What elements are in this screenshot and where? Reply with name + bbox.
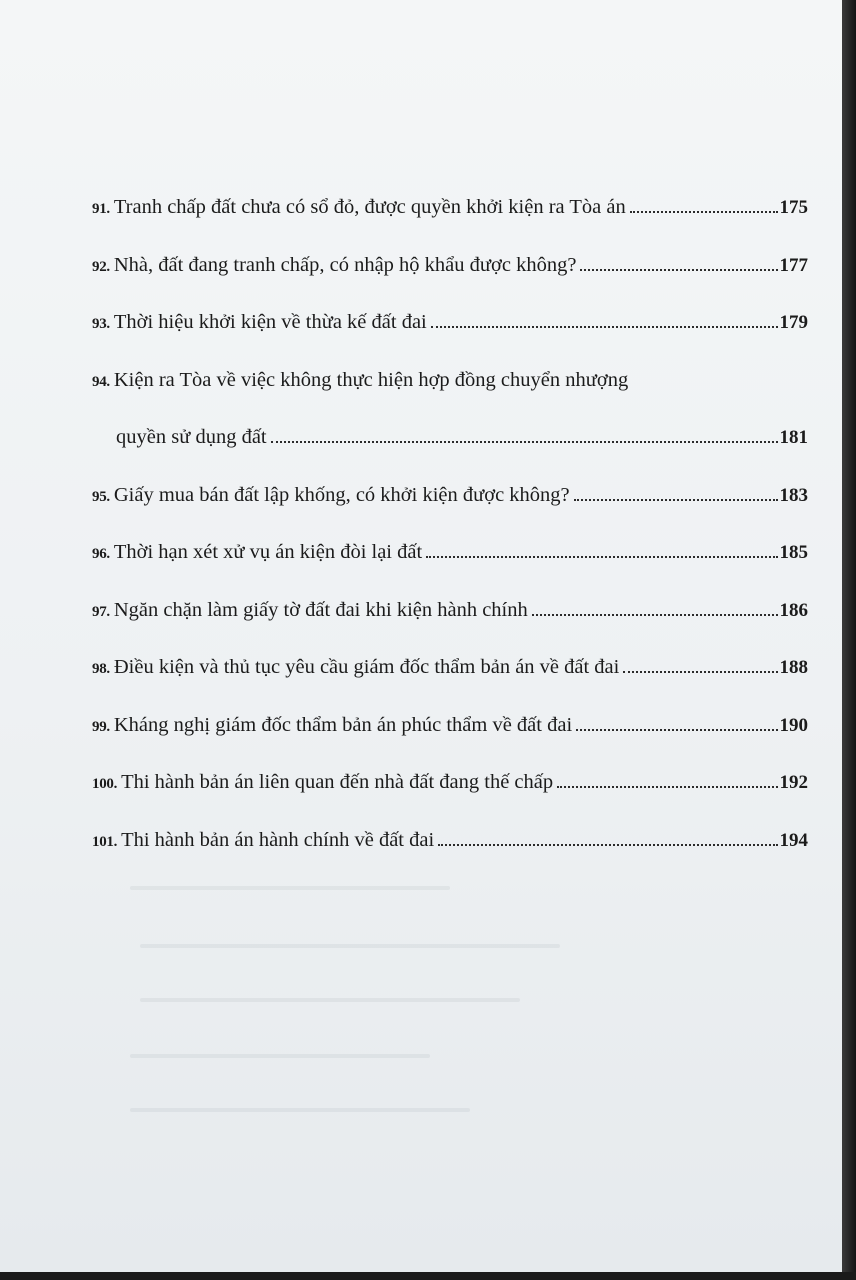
entry-title: Thời hạn xét xử vụ án kiện đòi lại đất	[113, 541, 423, 563]
entry-page: 188	[779, 657, 808, 678]
dot-leader	[438, 843, 777, 846]
dot-leader	[271, 440, 778, 443]
toc-entry-93	[92, 303, 808, 361]
entry-title: Giấy mua bán đất lập khống, có khởi kiện được không?	[113, 483, 570, 506]
entry-number: 97.	[92, 603, 110, 620]
entry-number: 98.	[92, 661, 110, 677]
entry-page: 185	[779, 542, 808, 563]
dot-leader	[431, 325, 778, 328]
entry-page: 181	[779, 427, 808, 448]
show-through-line	[130, 1108, 470, 1112]
entry-page: 186	[779, 599, 808, 621]
toc-entry-100	[92, 763, 808, 821]
dot-leader	[557, 785, 777, 788]
entry-title: Kháng nghị giám đốc thẩm bản án phúc thẩm về đất đai	[113, 713, 573, 736]
entry-title: Thời hiệu khởi kiện về thừa kế đất đai	[113, 311, 427, 333]
toc-entry-99	[92, 706, 808, 764]
dot-leader	[576, 728, 777, 731]
entry-number: 93.	[92, 316, 110, 332]
entry-page: 192	[779, 772, 808, 793]
entry-page: 179	[779, 312, 808, 333]
entry-number: 99.	[92, 718, 110, 735]
entry-title: Thi hành bản án liên quan đến nhà đất đang thế chấp	[121, 771, 554, 793]
entry-title-continuation: quyền sử dụng đất	[116, 426, 267, 448]
show-through-line	[140, 944, 560, 948]
dot-leader	[580, 268, 777, 271]
toc-entry-91	[92, 188, 808, 246]
entry-number: 100.	[92, 776, 118, 792]
table-of-contents	[92, 188, 808, 878]
book-edge-shadow	[842, 0, 856, 1280]
entry-number: 92.	[92, 258, 110, 275]
entry-page: 175	[779, 197, 808, 218]
entry-number: 96.	[92, 546, 110, 562]
entry-number: 91.	[92, 201, 110, 217]
entry-title: Tranh chấp đất chưa có sổ đỏ, được quyền khởi kiện ra Tòa án	[113, 196, 626, 218]
entry-title: Điều kiện và thủ tục yêu cầu giám đốc thẩm bản án về đất đai	[113, 656, 620, 678]
entry-number: 94.	[92, 373, 110, 390]
entry-title: Ngăn chặn làm giấy tờ đất đai khi kiện hành chính	[113, 598, 528, 621]
entry-page: 177	[779, 254, 808, 276]
entry-page: 190	[779, 714, 808, 736]
entry-page: 194	[779, 829, 808, 851]
toc-entry-94-continued	[92, 418, 808, 476]
entry-page: 183	[779, 484, 808, 506]
entry-title: Nhà, đất đang tranh chấp, có nhập hộ khẩu được không?	[113, 253, 577, 276]
toc-entry-96	[92, 533, 808, 591]
dot-leader	[574, 498, 778, 501]
show-through-line	[130, 1054, 430, 1058]
show-through-line	[130, 886, 450, 890]
toc-entry-98	[92, 648, 808, 706]
toc-entry-92	[92, 246, 808, 304]
entry-number: 101.	[92, 833, 118, 850]
toc-entry-94	[92, 361, 808, 419]
toc-entry-97	[92, 591, 808, 649]
dot-leader	[426, 555, 777, 558]
entry-title: Thi hành bản án hành chính về đất đai	[121, 828, 435, 851]
dot-leader	[532, 613, 778, 616]
entry-title: Kiện ra Tòa về việc không thực hiện hợp đồng chuyển nhượng	[113, 368, 629, 391]
toc-entry-101	[92, 821, 808, 879]
toc-entry-95	[92, 476, 808, 534]
entry-number: 95.	[92, 488, 110, 505]
dot-leader	[623, 670, 777, 673]
book-bottom-shadow	[0, 1272, 856, 1280]
show-through-line	[140, 998, 520, 1002]
dot-leader	[630, 210, 778, 213]
